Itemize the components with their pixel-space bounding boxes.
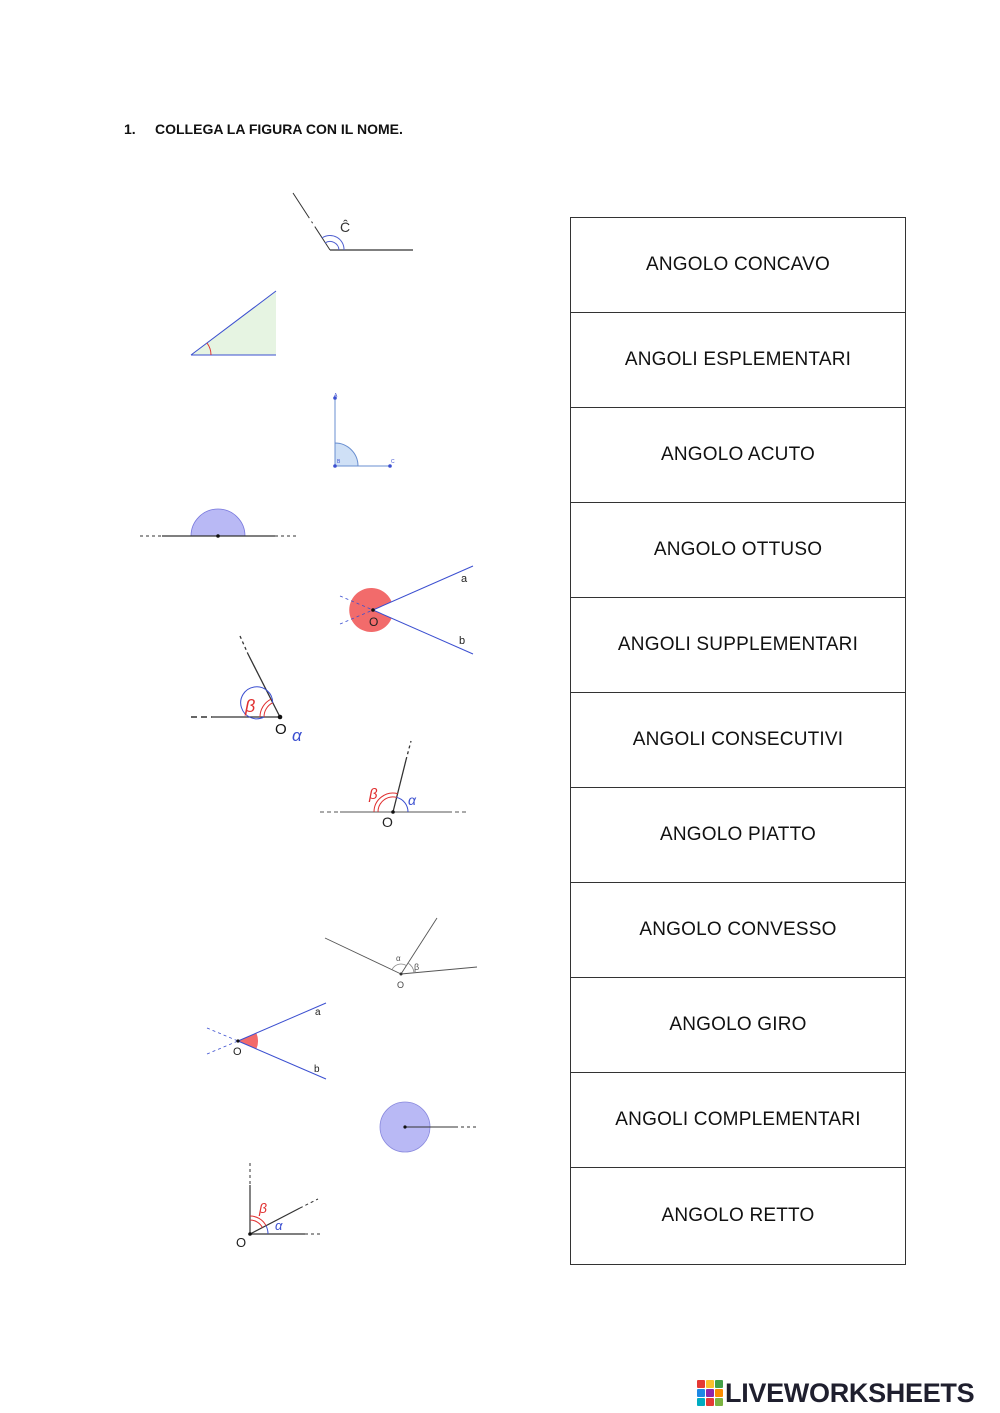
names-table	[570, 217, 906, 1265]
label-A: A	[334, 393, 338, 399]
label-beta-explementary: β	[245, 696, 256, 716]
label-o-concave: O	[369, 615, 379, 629]
figure-full-angle[interactable]	[380, 1102, 478, 1152]
figure-consecutive-angles[interactable]	[325, 918, 477, 990]
name-cell[interactable]: ANGOLI SUPPLEMENTARI	[571, 598, 905, 693]
label-alpha-supplementary: α	[408, 792, 416, 808]
figure-concave-angle[interactable]	[340, 566, 473, 654]
label-o-convex: O	[233, 1046, 242, 1058]
label-alpha-consecutive: α	[396, 954, 401, 963]
name-cell[interactable]: ANGOLO CONCAVO	[571, 218, 905, 313]
name-cell[interactable]: ANGOLO CONVESSO	[571, 883, 905, 978]
name-cell[interactable]: ANGOLI COMPLEMENTARI	[571, 1073, 905, 1168]
label-beta-complementary: β	[259, 1200, 267, 1216]
name-cell[interactable]: ANGOLO GIRO	[571, 978, 905, 1073]
figure-explementary-angles[interactable]	[191, 636, 303, 745]
figure-straight-angle[interactable]	[140, 509, 296, 538]
figure-obtuse-angle[interactable]	[293, 193, 413, 250]
figure-convex-angle[interactable]	[207, 1003, 326, 1079]
label-b-convex: b	[314, 1064, 320, 1075]
brand-logo-icon	[697, 1380, 723, 1406]
label-alpha-complementary: α	[275, 1218, 283, 1233]
label-beta-consecutive: β	[414, 962, 420, 972]
label-o-supplementary: O	[382, 814, 393, 830]
figure-right-angle[interactable]	[333, 393, 395, 468]
label-alpha-explementary: α	[292, 726, 302, 745]
label-C: C	[391, 459, 395, 465]
name-cell[interactable]: ANGOLI CONSECUTIVI	[571, 693, 905, 788]
name-cell[interactable]: ANGOLO ACUTO	[571, 408, 905, 503]
name-cell[interactable]: ANGOLO RETTO	[661, 1205, 815, 1226]
instruction-number: 1.	[124, 121, 136, 137]
figure-complementary-angles[interactable]	[236, 1163, 320, 1250]
brand-text: LIVEWORKSHEETS	[725, 1377, 975, 1408]
label-beta-supplementary: β	[369, 786, 378, 803]
name-cell[interactable]: ANGOLI ESPLEMENTARI	[571, 313, 905, 408]
label-c-hat: Ĉ	[340, 219, 351, 235]
figure-acute-triangle[interactable]	[191, 291, 276, 355]
instruction-text: COLLEGA LA FIGURA CON IL NOME.	[155, 121, 403, 137]
label-a-convex: a	[315, 1007, 321, 1018]
brand-watermark	[697, 1376, 974, 1410]
name-cell[interactable]: ANGOLO OTTUSO	[571, 503, 905, 598]
label-B: B	[337, 459, 341, 465]
label-o-complementary: O	[236, 1235, 247, 1250]
label-o-consecutive: O	[397, 980, 405, 990]
label-a-concave: a	[461, 573, 468, 585]
label-b-concave: b	[459, 635, 466, 647]
figure-supplementary-angles[interactable]	[320, 741, 467, 830]
label-o-explementary: O	[275, 721, 287, 738]
name-cell[interactable]: ANGOLO PIATTO	[571, 788, 905, 883]
